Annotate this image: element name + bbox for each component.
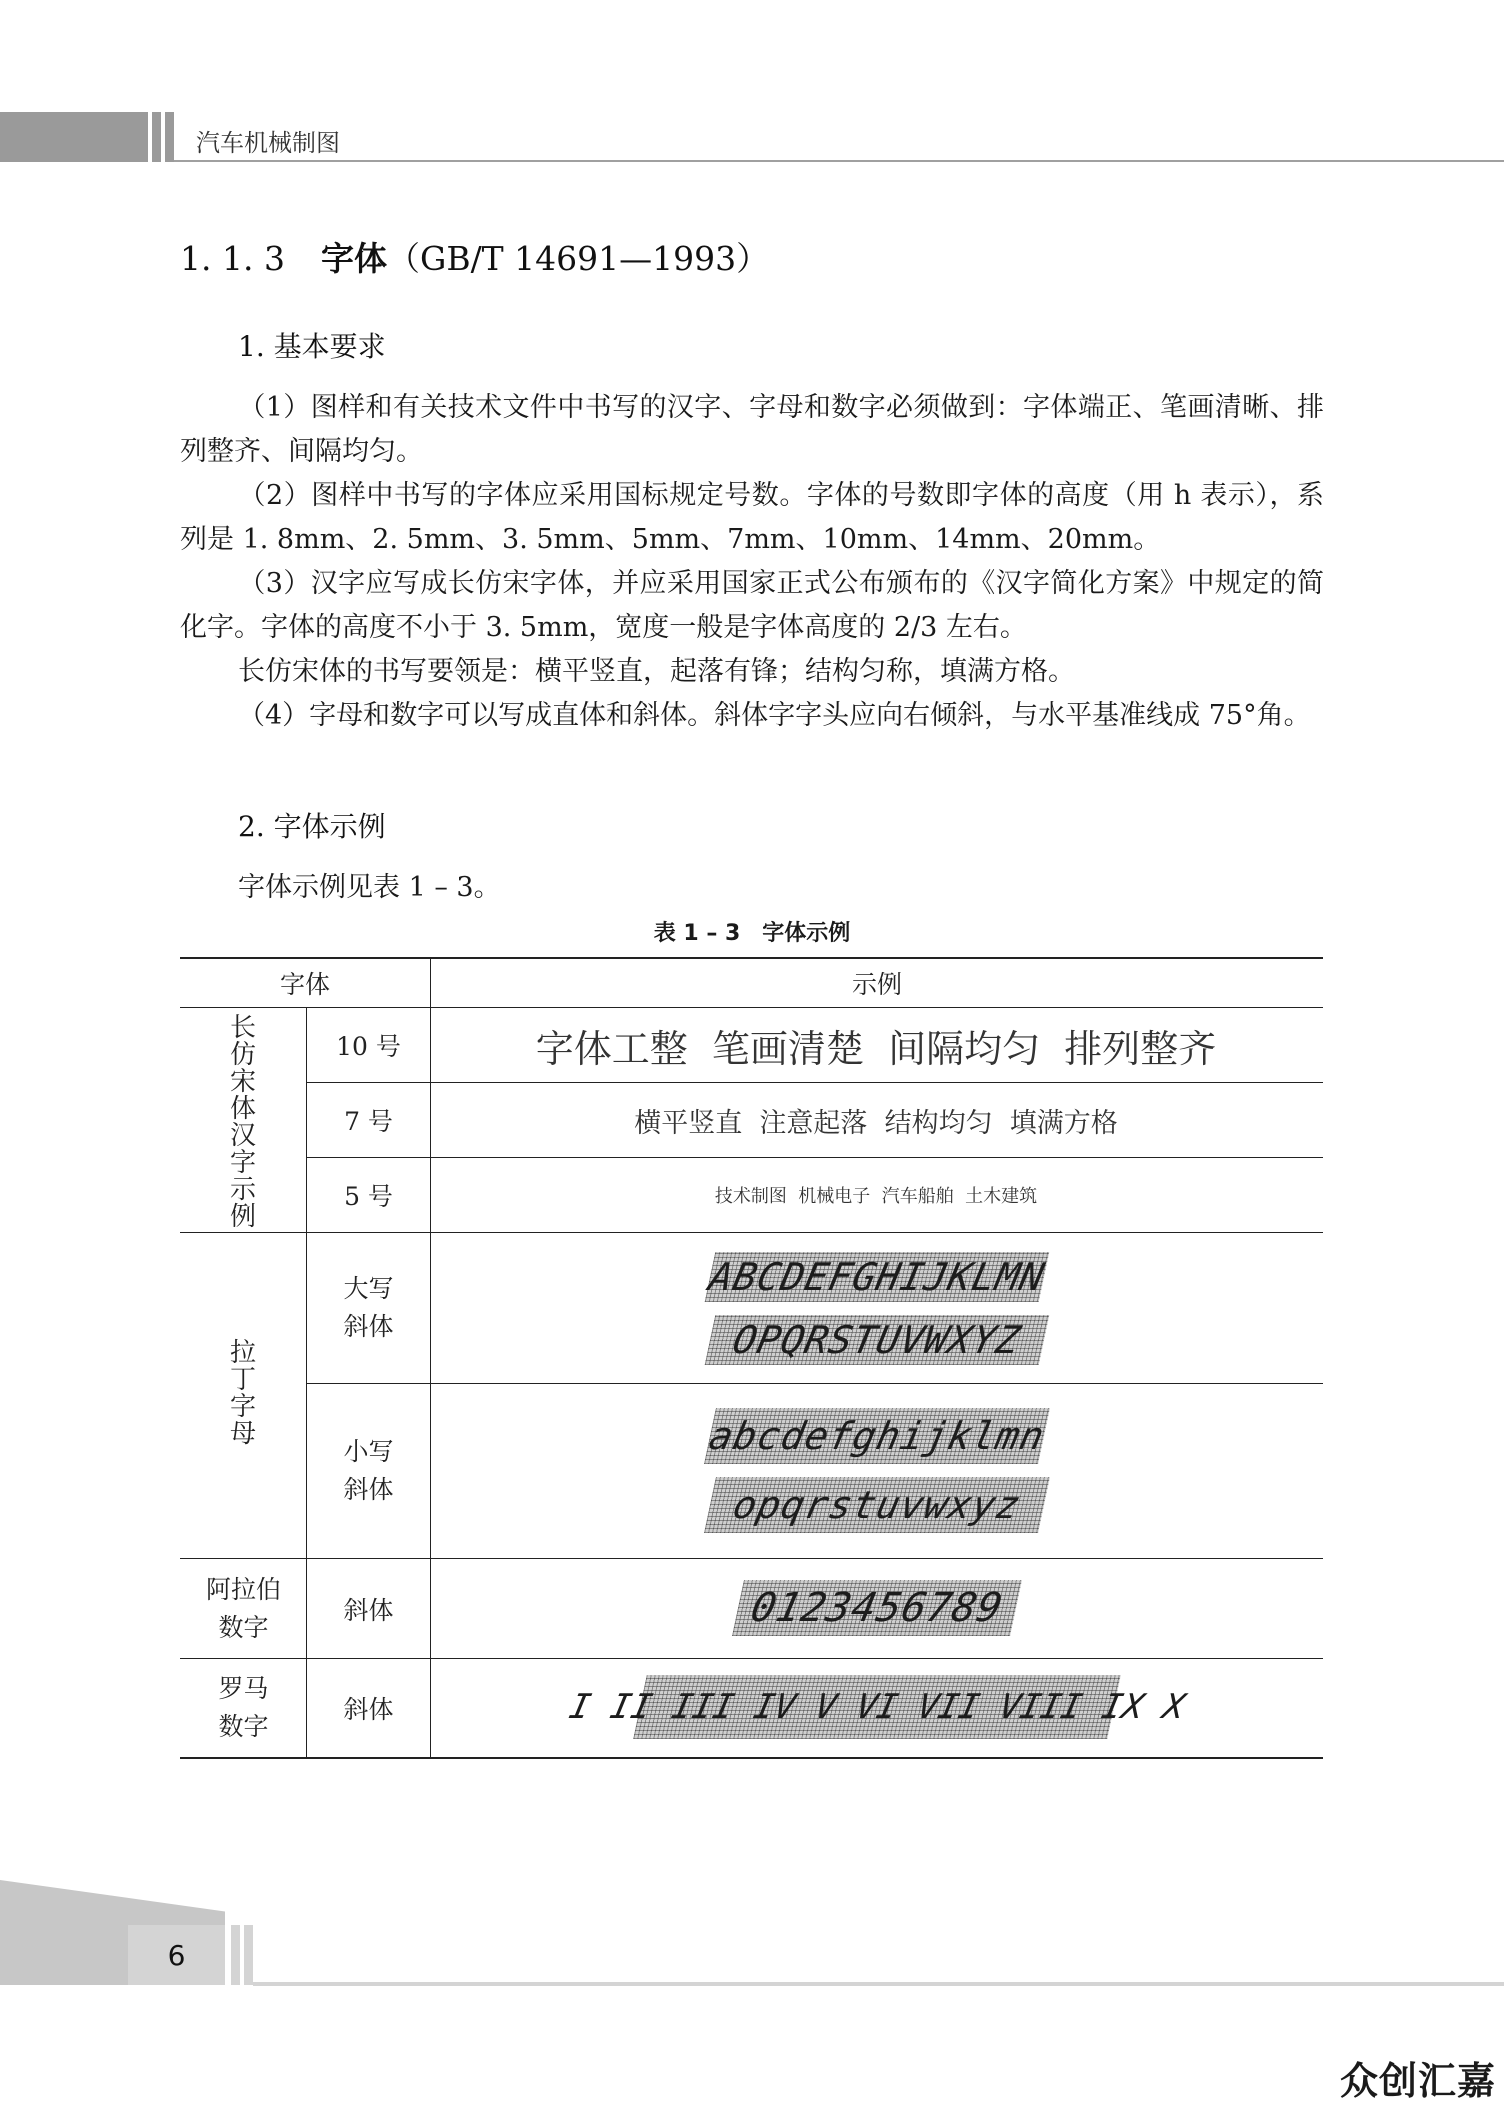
- paragraph: （2）图样中书写的字体应采用国标规定号数。字体的号数即字体的高度（用 h 表示），系列是 1. 8mm、2. 5mm、3. 5mm、5mm、7mm、10mm、14mm、20mm。: [180, 480, 1324, 555]
- table-header-font: 字体: [279, 969, 330, 999]
- uppercase-sample-line: OPQRSTUVWXYZ: [705, 1315, 1050, 1365]
- running-header-title: 汽车机械制图: [196, 129, 340, 157]
- group-label-latin: 拉丁字母: [229, 1338, 256, 1449]
- size-label: 5 号: [344, 1182, 393, 1211]
- arabic-numerals-sample: 0123456789: [732, 1580, 1022, 1636]
- footer-bar: [231, 1925, 240, 1985]
- uppercase-sample-line: ABCDEFGHIJKLMN: [705, 1252, 1050, 1302]
- section-standard: （GB/T 14691—1993）: [386, 239, 770, 278]
- header-bar: [152, 112, 161, 162]
- page-number: 6: [167, 1938, 186, 1972]
- group-label-chinese: 长仿宋体汉字示例: [229, 1013, 256, 1232]
- table-rule: [306, 1383, 1323, 1384]
- table-rule-bottom: [180, 1757, 1323, 1759]
- section-number: 1. 1. 3: [180, 239, 285, 278]
- footer-bar: [244, 1925, 253, 1985]
- style-label-roman: 斜体: [343, 1695, 394, 1724]
- style-label-lowercase: 小写 斜体: [343, 1437, 394, 1504]
- size-label: 7 号: [344, 1107, 393, 1136]
- section-title: [180, 233, 769, 280]
- size-label: 10 号: [336, 1032, 401, 1061]
- header-bar: [165, 112, 174, 162]
- lowercase-sample-line: abcdefghijklmn: [704, 1408, 1050, 1464]
- lowercase-sample-line: opqrstuvwxyz: [704, 1477, 1050, 1533]
- group-label-arabic: 阿拉伯 数字: [205, 1574, 281, 1642]
- style-label-arabic: 斜体: [343, 1595, 394, 1625]
- paragraph: （4）字母和数字可以写成直体和斜体。斜体字字头应向右倾斜，与水平基准线成 75°角。: [238, 700, 1311, 731]
- sample-size-10: 字体工整 笔画清楚 间隔均匀 排列整齐: [535, 1026, 1217, 1071]
- paragraph: （3）汉字应写成长仿宋字体，并应采用国家正式公布颁布的《汉字简化方案》中规定的简化字。字体的高度不小于 3. 5mm，宽度一般是字体高度的 2/3 左右。: [180, 568, 1324, 643]
- watermark-text: 众创汇嘉: [1339, 2059, 1496, 2103]
- table-caption: 表 1 – 3 字体示例: [653, 921, 851, 946]
- paragraph: 字体示例见表 1 – 3。: [238, 872, 501, 903]
- paragraph: 长仿宋体的书写要领是：横平竖直，起落有锋；结构匀称，填满方格。: [238, 656, 1075, 687]
- section-name: 字体: [320, 239, 387, 278]
- footer-rule: [253, 1982, 1504, 1986]
- sample-size-5: 技术制图 机械电子 汽车船舶 土木建筑: [714, 1186, 1038, 1207]
- style-label-uppercase: 大写 斜体: [343, 1274, 394, 1341]
- subsection-title: 2. 字体示例: [238, 810, 386, 843]
- roman-numerals-sample: I II III IV V VI VII VIII IX X: [633, 1675, 1121, 1739]
- sample-size-7: 横平竖直 注意起落 结构均匀 填满方格: [634, 1107, 1118, 1139]
- table-header-example: 示例: [851, 969, 902, 999]
- subsection-title: 1. 基本要求: [238, 330, 386, 363]
- paragraph: （1）图样和有关技术文件中书写的汉字、字母和数字必须做到：字体端正、笔画清晰、排列整齐、间隔均匀。: [180, 392, 1324, 467]
- header-rule: [174, 160, 1504, 162]
- group-label-roman: 罗马 数字: [218, 1674, 269, 1741]
- table-col-rule: [430, 957, 431, 1758]
- header-gray-block: [0, 112, 148, 162]
